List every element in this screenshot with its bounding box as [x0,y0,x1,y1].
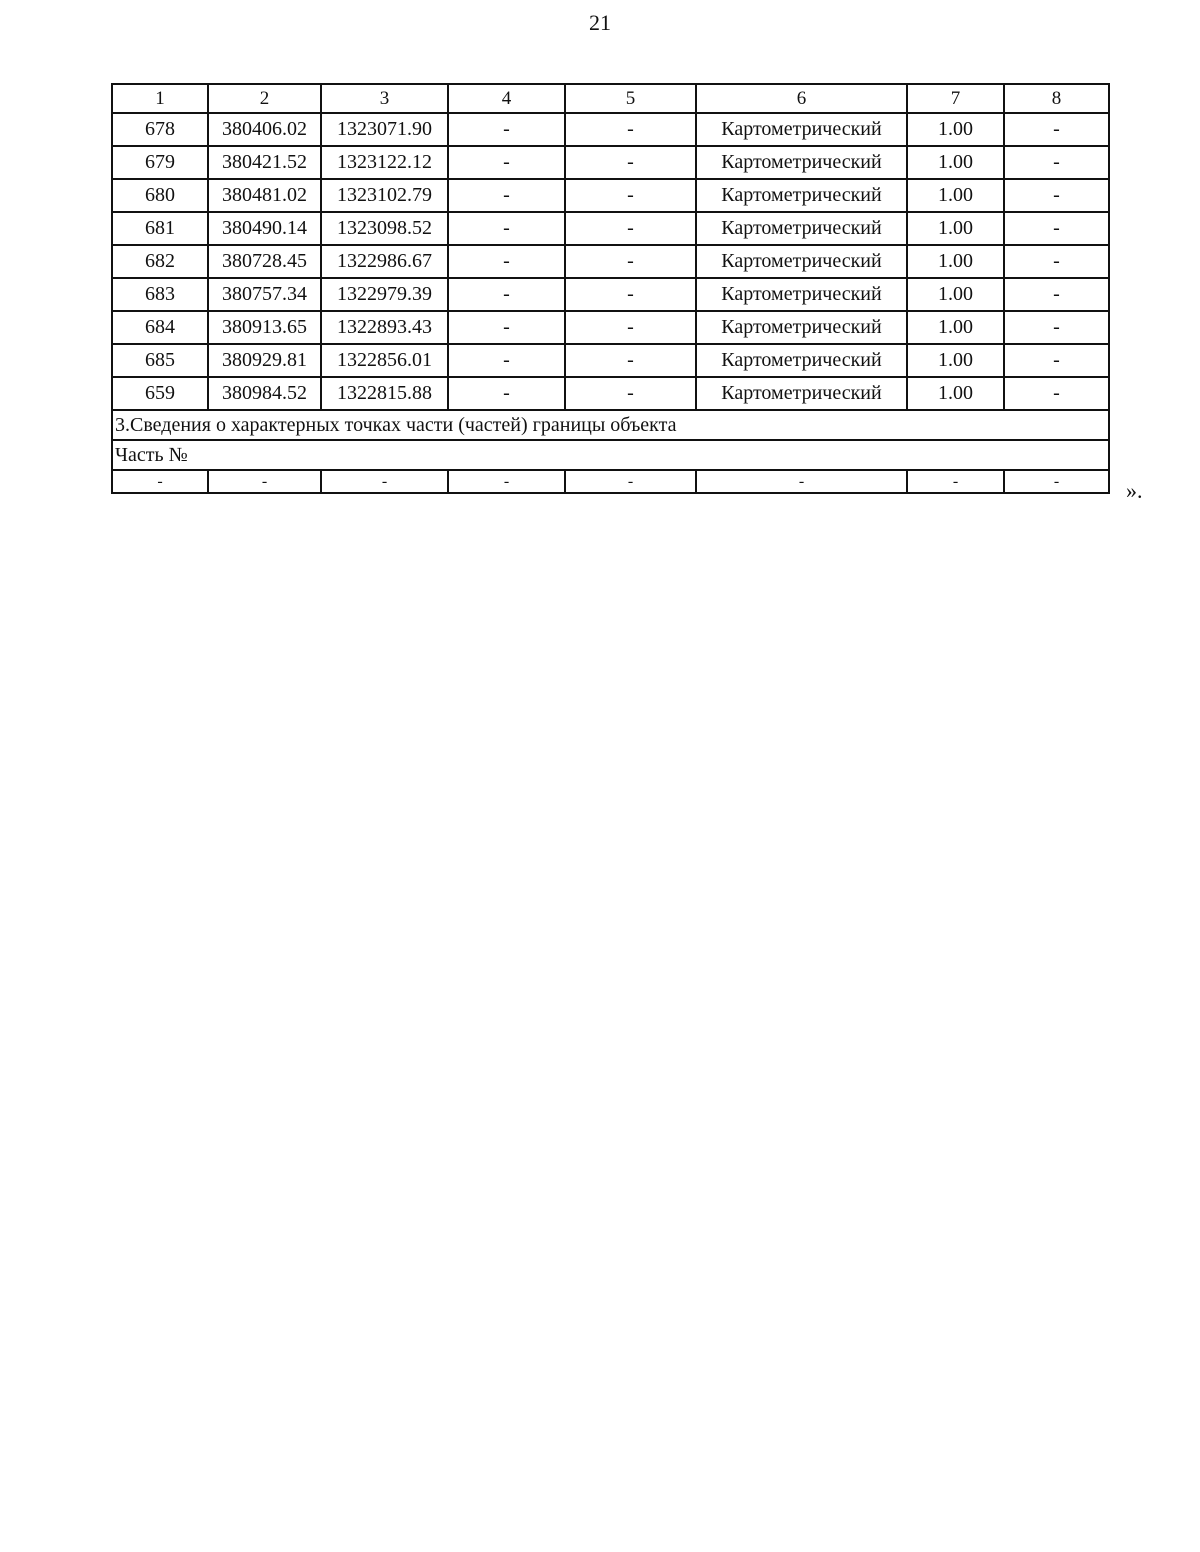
table-cell: 1322979.39 [321,278,448,311]
table-cell: 1.00 [907,179,1004,212]
table-cell: 380929.81 [208,344,321,377]
closing-quote: ». [1126,478,1143,503]
table-cell: 1.00 [907,311,1004,344]
table-cell: 1.00 [907,278,1004,311]
table-cell: Картометрический [696,311,907,344]
table-row [112,212,1109,245]
table-cell: - [565,179,696,212]
header-row [112,84,1109,113]
table-cell: 1.00 [907,146,1004,179]
coordinates-table [111,83,1110,494]
table-cell: 380421.52 [208,146,321,179]
table-cell: 659 [112,377,208,410]
table-cell: - [1004,245,1109,278]
part-label-row [112,440,1109,470]
table-cell: - [565,146,696,179]
header-cell: 1 [112,84,208,113]
table-row [112,278,1109,311]
table-cell: - [1004,179,1109,212]
table-cell: 380490.14 [208,212,321,245]
table-row [112,146,1109,179]
header-cell: 3 [321,84,448,113]
table-cell: - [1004,311,1109,344]
table-cell: - [448,377,565,410]
table-cell: Картометрический [696,278,907,311]
table-cell: 380728.45 [208,245,321,278]
table-cell: 1322893.43 [321,311,448,344]
table-cell: 380757.34 [208,278,321,311]
table-row [112,377,1109,410]
table-cell: - [1004,212,1109,245]
table-cell: 685 [112,344,208,377]
empty-cell: - [907,470,1004,493]
header-cell: 5 [565,84,696,113]
table-cell: - [565,212,696,245]
table-cell: 380913.65 [208,311,321,344]
table-cell: Картометрический [696,344,907,377]
table-cell: 678 [112,113,208,146]
table-cell: 1.00 [907,212,1004,245]
table-cell: 1.00 [907,113,1004,146]
table-cell: - [565,344,696,377]
table-cell: Картометрический [696,245,907,278]
table-cell: - [1004,146,1109,179]
empty-cell: - [696,470,907,493]
header-cell: 2 [208,84,321,113]
table-cell: 380406.02 [208,113,321,146]
table-cell: - [448,113,565,146]
empty-cell: - [448,470,565,493]
table-body [112,84,1109,493]
section-title-row [112,410,1109,440]
table-cell: 679 [112,146,208,179]
table-cell: 1323102.79 [321,179,448,212]
table-cell: 1.00 [907,245,1004,278]
empty-cell: - [208,470,321,493]
table-cell: - [448,146,565,179]
table-cell: 1322856.01 [321,344,448,377]
empty-cell: - [565,470,696,493]
table-cell: - [565,311,696,344]
table-cell: - [565,377,696,410]
part-label: Часть № [112,440,1109,470]
empty-cell: - [321,470,448,493]
header-cell: 4 [448,84,565,113]
table-cell: - [1004,113,1109,146]
table-cell: 1323098.52 [321,212,448,245]
table-cell: - [1004,278,1109,311]
table-cell: - [565,278,696,311]
header-cell: 6 [696,84,907,113]
table-cell: 681 [112,212,208,245]
table-cell: - [448,344,565,377]
table-cell: - [448,179,565,212]
table-cell: 380481.02 [208,179,321,212]
table-cell: - [565,245,696,278]
table-cell: 680 [112,179,208,212]
table-cell: - [565,113,696,146]
empty-cell: - [112,470,208,493]
page-number: 21 [589,10,611,35]
empty-cell: - [1004,470,1109,493]
table-cell: - [1004,344,1109,377]
table-cell: 683 [112,278,208,311]
table-cell: 1.00 [907,344,1004,377]
table-cell: - [448,245,565,278]
table-cell: 380984.52 [208,377,321,410]
section-title: 3.Сведения о характерных точках части (частей) границы объекта [112,410,1109,440]
table-cell: - [1004,377,1109,410]
table-cell: Картометрический [696,113,907,146]
table-row [112,344,1109,377]
table-cell: 1322986.67 [321,245,448,278]
table-row [112,179,1109,212]
table-cell: Картометрический [696,212,907,245]
table-row [112,245,1109,278]
table-cell: Картометрический [696,377,907,410]
table-row [112,311,1109,344]
table-cell: - [448,278,565,311]
table-cell: - [448,311,565,344]
header-cell: 7 [907,84,1004,113]
empty-row [112,470,1109,493]
table-row [112,113,1109,146]
table-cell: 1323071.90 [321,113,448,146]
table-cell: 684 [112,311,208,344]
table-cell: - [448,212,565,245]
table-cell: Картометрический [696,146,907,179]
table-cell: 682 [112,245,208,278]
header-cell: 8 [1004,84,1109,113]
table-cell: 1323122.12 [321,146,448,179]
table-cell: Картометрический [696,179,907,212]
table-cell: 1322815.88 [321,377,448,410]
table-cell: 1.00 [907,377,1004,410]
